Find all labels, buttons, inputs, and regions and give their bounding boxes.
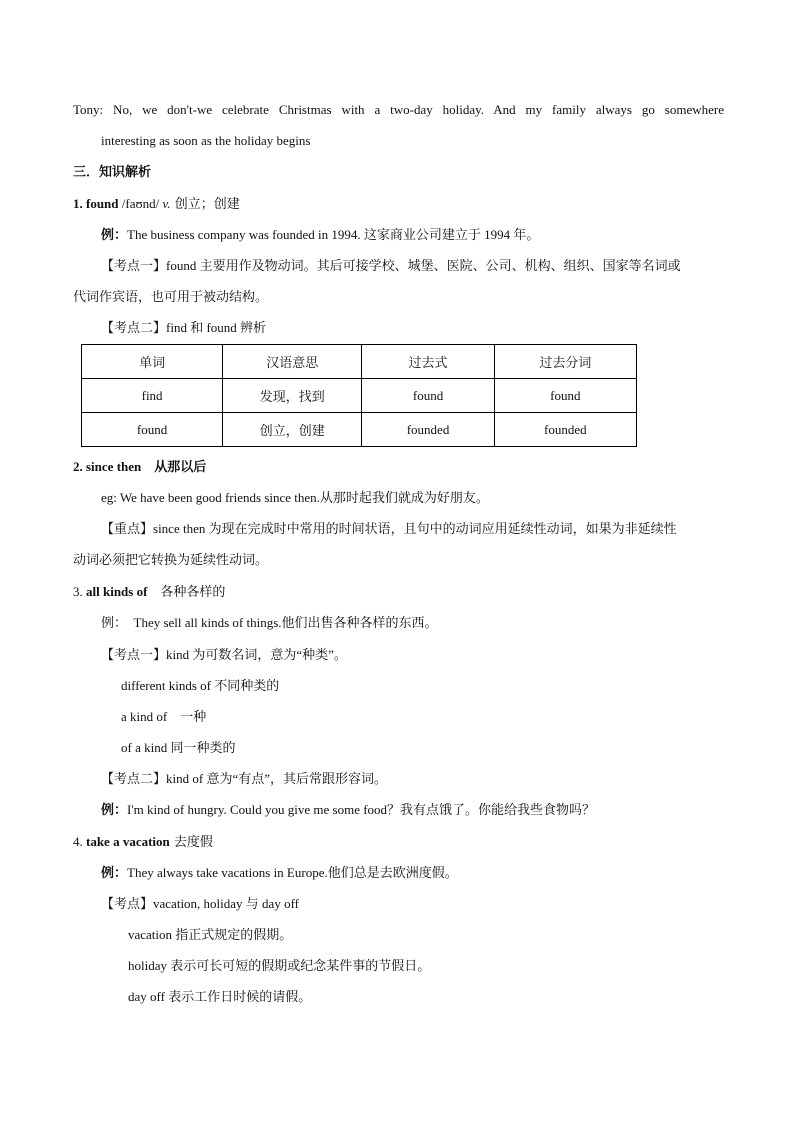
table-cell: founded <box>494 413 636 447</box>
vacation-note: vacation 指正式规定的假期。 <box>128 927 293 942</box>
dialogue-line-2: interesting as soon as the holiday begins <box>101 133 311 148</box>
item-vacation-meaning: 去度假 <box>169 835 213 850</box>
table-header-cell: 汉语意思 <box>223 345 362 379</box>
table-cell: found <box>82 413 223 447</box>
table-cell: 发现，找到 <box>223 379 362 413</box>
item-all-kinds-point2 <box>101 770 387 789</box>
item-vacation-example-label: 例： <box>101 866 128 881</box>
item-all-kinds-point1-label: 【考点一】 <box>101 648 167 663</box>
item-found-point1 <box>101 257 681 276</box>
table-cell: found <box>362 379 494 413</box>
item-found-point2-text: find 和 found 辨析 <box>166 320 267 335</box>
table-row <box>82 413 637 447</box>
item-all-kinds-point2-label: 【考点二】 <box>101 772 167 787</box>
table-header-row <box>82 345 637 379</box>
phrase-item: of a kind 同一种类的 <box>121 740 236 755</box>
item-all-kinds-meaning: 各种各样的 <box>147 585 226 600</box>
item-all-kinds-point1-text: kind 为可数名词，意为“种类”。 <box>166 647 347 662</box>
table-header-cell: 单词 <box>82 345 223 379</box>
item-since-then-meaning: 从那以后 <box>141 460 207 475</box>
table-cell: found <box>494 379 636 413</box>
item-found-pos: v. <box>162 196 171 211</box>
item-found-point2-label: 【考点二】 <box>101 321 167 336</box>
item-found-point1-line1: found 主要用作及物动词。其后可接学校、城堡、医院、公司、机构、组织、国家等名词或 <box>166 258 681 273</box>
item-since-then-word: 2. since then <box>73 459 142 474</box>
item-vacation-example <box>101 864 458 883</box>
phrase-item: different kinds of 不同种类的 <box>121 678 280 693</box>
item-vacation-point-text: vacation, holiday 与 day off <box>153 896 299 911</box>
item-all-kinds-heading <box>73 583 225 602</box>
table-cell: founded <box>362 413 494 447</box>
item-found-word: 1. found <box>73 196 119 211</box>
dialogue-line-1: Tony: No, we don't-we celebrate Christmas with a two-day holiday. And my family always go somewhere <box>73 102 724 117</box>
item-found-example-label: 例： <box>101 228 128 243</box>
item-vacation-point-label: 【考点】 <box>101 897 154 912</box>
item-found-point1-label: 【考点一】 <box>101 259 167 274</box>
item-all-kinds-example2 <box>101 801 595 820</box>
item-vacation-word: take a vacation <box>86 834 170 849</box>
table-header-cell: 过去分词 <box>494 345 636 379</box>
item-found-meaning: 创立；创建 <box>170 197 240 212</box>
vacation-note: day off 表示工作日时候的请假。 <box>128 989 312 1004</box>
item-vacation-point <box>101 895 299 914</box>
item-vacation-heading <box>73 833 213 852</box>
item-since-then-key-cont: 动词必须把它转换为延续性动词。 <box>73 552 269 567</box>
item-vacation-example-text: They always take vacations in Europe.他们总是去欧洲度假。 <box>127 865 458 880</box>
item-since-then-key <box>101 520 677 539</box>
item-all-kinds-example2-label: 例： <box>101 803 128 818</box>
item-all-kinds-example2-text: I'm kind of hungry. Could you give me some food？我有点饿了。你能给我些食物吗？ <box>127 802 596 817</box>
item-all-kinds-example: 例： They sell all kinds of things.他们出售各种各样的东西。 <box>101 615 438 630</box>
item-all-kinds-point2-text: kind of 意为“有点”，其后常跟形容词。 <box>166 771 387 786</box>
table-header-cell: 过去式 <box>362 345 494 379</box>
item-found-point1-cont: 代词作宾语，也可用于被动结构。 <box>73 289 269 304</box>
item-found-example-text: The business company was founded in 1994. 这家商业公司建立于 1994 年。 <box>127 227 540 242</box>
vacation-note: holiday 表示可长可短的假期或纪念某件事的节假日。 <box>128 958 431 973</box>
item-found-point2 <box>101 319 266 338</box>
item-since-then-key-line1: since then 为现在完成时中常用的时间状语，且句中的动词应用延续性动词，如果为非延续性 <box>153 521 677 536</box>
table-row <box>82 379 637 413</box>
item-since-then-key-label: 【重点】 <box>101 522 154 537</box>
table-cell: 创立，创建 <box>223 413 362 447</box>
item-since-then-heading <box>73 458 206 477</box>
item-all-kinds-word: all kinds of <box>86 584 148 599</box>
section-title-text: 三．知识解析 <box>73 165 152 180</box>
item-found-example <box>101 226 539 245</box>
table-cell: find <box>82 379 223 413</box>
find-found-table <box>81 344 637 447</box>
item-all-kinds-point1 <box>101 646 347 665</box>
item-vacation-number: 4. <box>73 834 86 849</box>
item-since-then-example: eg: We have been good friends since then.从那时起我们就成为好朋友。 <box>101 490 489 505</box>
item-found-phonetic: /faʊnd/ <box>118 196 163 211</box>
item-found-heading <box>73 195 240 214</box>
section-title <box>73 163 151 182</box>
phrase-item: a kind of 一种 <box>121 709 207 724</box>
item-all-kinds-number: 3. <box>73 584 86 599</box>
